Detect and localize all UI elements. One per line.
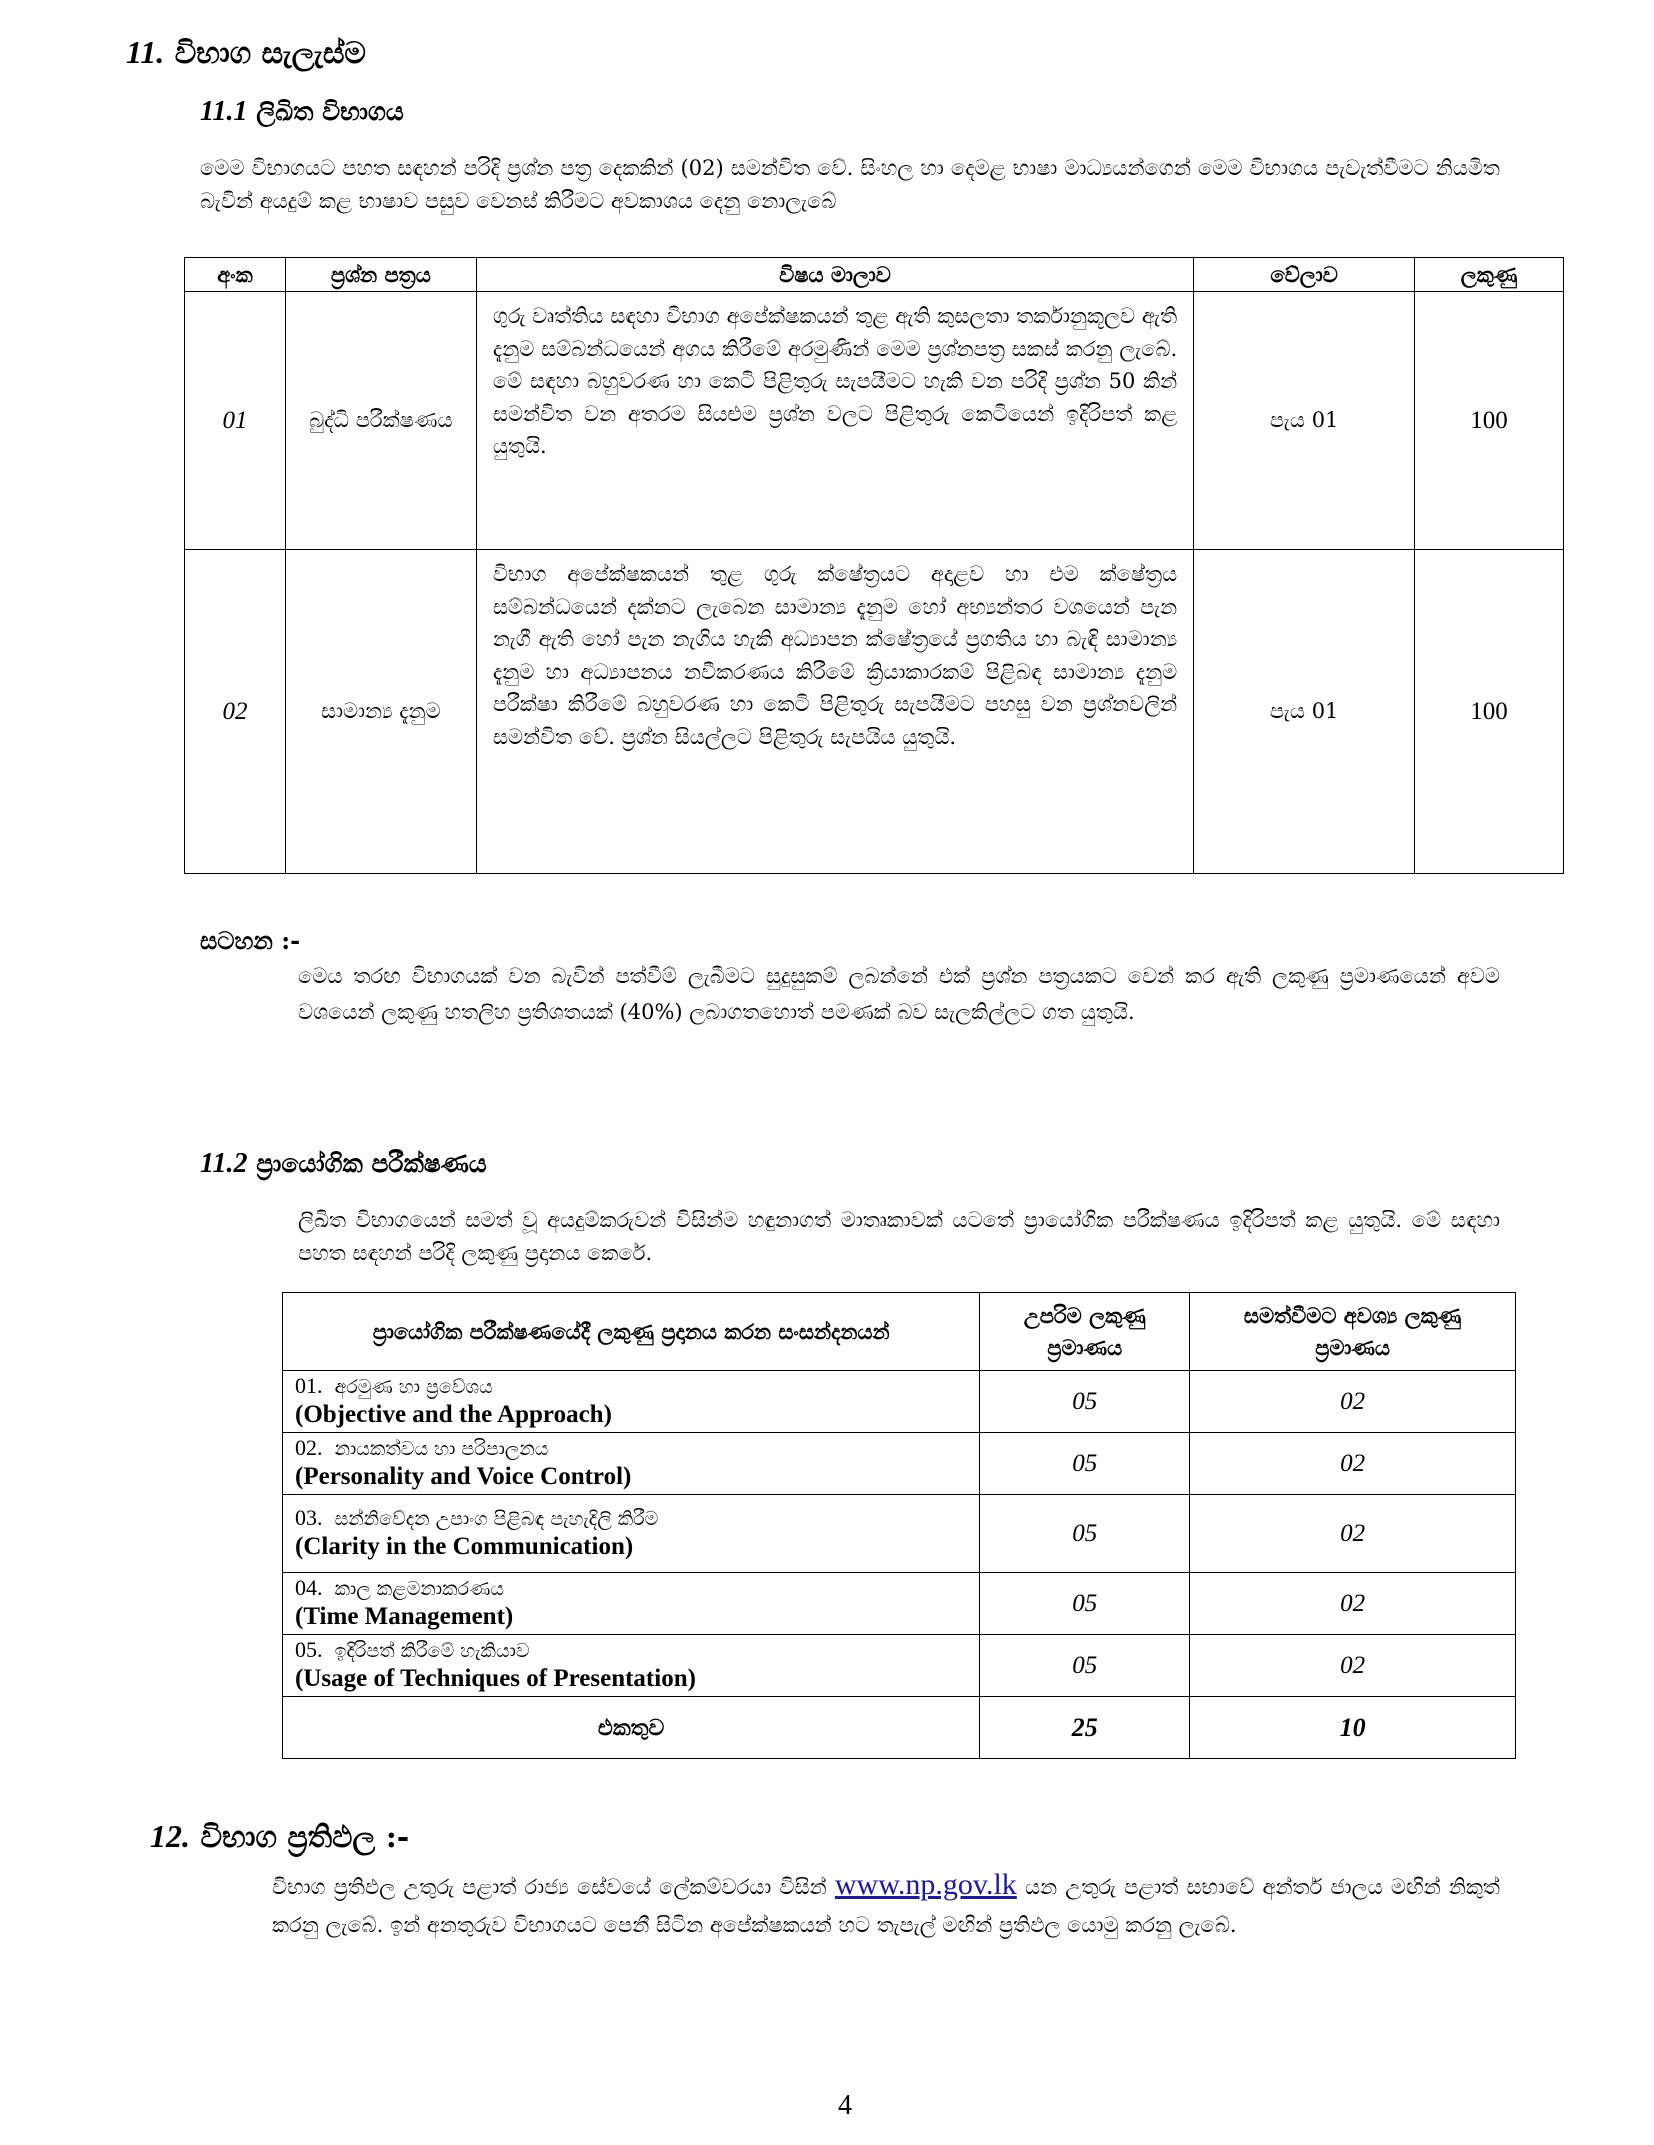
criteria-number: 03. bbox=[295, 1505, 323, 1530]
row-time: පැය 01 bbox=[1194, 292, 1415, 550]
total-row bbox=[283, 1697, 1516, 1759]
np-gov-link[interactable]: www.np.gov.lk bbox=[834, 1868, 1017, 1901]
written-exam-table bbox=[184, 257, 1564, 874]
criteria-cell bbox=[283, 1371, 980, 1433]
table-row bbox=[283, 1573, 1516, 1635]
max-marks: 05 bbox=[980, 1371, 1190, 1433]
table-header-row bbox=[185, 258, 1564, 292]
subsection-11-1-heading bbox=[200, 96, 404, 128]
criteria-number: 05. bbox=[295, 1637, 323, 1662]
table-row bbox=[283, 1433, 1516, 1495]
criteria-english: (Clarity in the Communication) bbox=[295, 1533, 634, 1560]
table-row bbox=[283, 1371, 1516, 1433]
table-row bbox=[185, 550, 1564, 874]
criteria-sinhala: ඉදිරිපත් කිරීමේ හැකියාව bbox=[334, 1640, 530, 1662]
criteria-sinhala: සන්නිවේදන උපාංග පිළිබඳ පැහැදිලි කිරීම bbox=[334, 1508, 659, 1530]
pass-marks: 02 bbox=[1190, 1635, 1516, 1697]
section-title: විභාග සැලැස්ම bbox=[174, 36, 366, 71]
row-no: 01 bbox=[185, 292, 286, 550]
max-marks: 05 bbox=[980, 1573, 1190, 1635]
max-marks: 05 bbox=[980, 1433, 1190, 1495]
row-paper: සාමාන්‍ය දැනුම bbox=[285, 550, 476, 874]
table-row bbox=[283, 1495, 1516, 1573]
row-no: 02 bbox=[185, 550, 286, 874]
subsection-title: ලිඛිත විභාගය bbox=[256, 97, 404, 126]
header-max-marks: උපරිම ලකුණු ප්‍රමාණය bbox=[980, 1293, 1190, 1371]
max-marks: 05 bbox=[980, 1495, 1190, 1573]
written-exam-paragraph: මෙම විභාගයට පහත සඳහන් පරිදි ප්‍රශ්න පත්‍ර දෙකකින් (02) සමන්විත වේ. සිංහල හා දෙමළ භාෂා මාධ්‍යයන්ගෙන් මෙම විභාගය පැවැත්වීමට නියමිත බැවින් අයදුම් කළ භාෂාව පසුව වෙනස් කිරීමට අවකාශය දෙනු නොලැබේ bbox=[200, 156, 1500, 213]
header-criteria: ප්‍රායෝගික පරීක්ෂණයේදී ලකුණු ප්‍රදානය කරන සංසන්දනයන් bbox=[283, 1293, 980, 1371]
criteria-english: (Time Management) bbox=[295, 1603, 514, 1630]
criteria-cell bbox=[283, 1495, 980, 1573]
header-marks: ලකුණු bbox=[1415, 258, 1564, 292]
table-row bbox=[283, 1635, 1516, 1697]
note-text: මෙය තරඟ විභාගයක් වන බැවින් පත්වීම් ලැබීමට සුදුසුකම් ලබන්නේ එක් ප්‍රශ්න පත්‍රයකට වෙන් කර ඇති ලකුණු ප්‍රමාණයෙන් අවම වශයෙන් ලකුණු හතලිහ ප්‍රතිශතයක් (40%) ලබාගතහොත් පමණක් බව සැලකිල්ලට ගත යුතුයි. bbox=[298, 964, 1500, 1024]
criteria-english: (Usage of Techniques of Presentation) bbox=[295, 1665, 696, 1692]
pass-marks: 02 bbox=[1190, 1573, 1516, 1635]
section-12-heading bbox=[150, 1818, 409, 1855]
section-title: විභාග ප්‍රතිඵල :- bbox=[200, 1820, 410, 1855]
results-text-before: විභාග ප්‍රතිඵල උතුරු පළාත් රාජ්‍ය සේවයේ ලේකම්වරයා විසින් bbox=[272, 1875, 835, 1899]
table-row bbox=[185, 292, 1564, 550]
total-max: 25 bbox=[980, 1697, 1190, 1759]
pass-marks: 02 bbox=[1190, 1433, 1516, 1495]
pass-marks: 02 bbox=[1190, 1495, 1516, 1573]
criteria-cell bbox=[283, 1433, 980, 1495]
section-number: 12. bbox=[150, 1818, 190, 1854]
row-paper: බුද්ධි පරීක්ෂණය bbox=[285, 292, 476, 550]
row-syllabus: විභාග අපේක්ෂකයන් තුළ ගුරු ක්ෂේත්‍රයට අදාළව හා එම ක්ෂේත්‍රය සම්බන්ධයෙන් දක්නට ලැබෙන සාමාන්‍ය දැනුම හෝ අභ්‍යන්තර වශයෙන් පැන නැගී ඇති හෝ පැන නැගිය හැකි අධ්‍යාපන ක්ෂේත්‍රයේ ප්‍රගතිය හා බැඳි සාමාන්‍ය දැනුම හා අධ්‍යාපනය නවීකරණය කිරීමේ ක්‍රියාකාරකම් පිළිබඳ සාමාන්‍ය දැනුම පරීක්ෂා කිරීමේ බහුවරණ හා කෙටි පිළිතුරු සැපයීමට පහසු වන ප්‍රශ්නවලින් සමන්විත වේ. ප්‍රශ්න සියල්ලට පිළිතුරු සැපයිය යුතුයි. bbox=[476, 550, 1193, 874]
section-number: 11. bbox=[126, 34, 165, 70]
subsection-title: ප්‍රායෝගික පරීක්ෂණය bbox=[256, 1149, 487, 1178]
criteria-cell bbox=[283, 1573, 980, 1635]
table-header-row bbox=[283, 1293, 1516, 1371]
total-pass: 10 bbox=[1190, 1697, 1516, 1759]
pass-marks: 02 bbox=[1190, 1371, 1516, 1433]
criteria-sinhala: නායකත්වය හා පරිපාලනය bbox=[334, 1438, 549, 1460]
practical-exam-paragraph: ලිඛිත විභාගයෙන් සමත් වූ අයදුම්කරුවන් විසින්ම හඳුනාගත් මාතෘකාවක් යටතේ ප්‍රායෝගික පරීක්ෂණය ඉදිරිපත් කළ යුතුයි. මේ සඳහා පහත සඳහන් පරිදි ලකුණු ප්‍රදානය කෙරේ. bbox=[298, 1208, 1500, 1265]
criteria-english: (Personality and Voice Control) bbox=[295, 1463, 632, 1490]
criteria-number: 01. bbox=[295, 1373, 323, 1398]
header-time: වේලාව bbox=[1194, 258, 1415, 292]
practical-exam-table bbox=[282, 1292, 1516, 1759]
header-syllabus: විෂය මාලාව bbox=[476, 258, 1193, 292]
subsection-number: 11.2 bbox=[200, 1148, 248, 1179]
results-text-after: යන උතුරු පළාත් සභාවේ අන්තර් ජාලය මඟින් නිකුත් කරනු ලැබේ. ඉන් අනතුරුව විභාගයට පෙනී සිටින අපේක්ෂකයන් හට තැපැල් මඟින් ප්‍රතිඵල යොමු කරනු ලැබේ. bbox=[272, 1875, 1500, 1937]
header-paper: ප්‍රශ්න පත්‍රය bbox=[285, 258, 476, 292]
header-no: අංක bbox=[185, 258, 286, 292]
criteria-cell bbox=[283, 1635, 980, 1697]
criteria-number: 04. bbox=[295, 1575, 323, 1600]
subsection-11-2-heading bbox=[200, 1148, 487, 1180]
row-syllabus: ගුරු වෘත්තිය සඳහා විභාග අපේක්ෂකයන් තුළ ඇති කුසලතා තර්කානුකූලව ඇති දැනුම සම්බන්ධයෙන් අගය කිරීමේ අරමුණින් මෙම ප්‍රශ්නපත්‍ර සකස් කරනු ලැබේ. මේ සඳහා බහුවරණ හා කෙටි පිළිතුරු සැපයීමට හැකි වන පරිදි ප්‍රශ්න 50 කින් සමන්විත වන අතරම සියළුම ප්‍රශ්න වලට පිළිතුරු කෙටියෙන් ඉදිරිපත් කළ යුතුයි. bbox=[476, 292, 1193, 550]
row-marks: 100 bbox=[1415, 550, 1564, 874]
note-label: සටහන :- bbox=[200, 926, 301, 955]
subsection-number: 11.1 bbox=[200, 96, 248, 127]
criteria-english: (Objective and the Approach) bbox=[295, 1401, 612, 1428]
row-marks: 100 bbox=[1415, 292, 1564, 550]
total-label: එකතුව bbox=[283, 1697, 980, 1759]
criteria-number: 02. bbox=[295, 1435, 323, 1460]
criteria-sinhala: අරමුණ හා ප්‍රවේශය bbox=[334, 1376, 493, 1398]
row-time: පැය 01 bbox=[1194, 550, 1415, 874]
section-11-heading bbox=[126, 34, 366, 71]
results-paragraph bbox=[272, 1866, 1500, 1944]
header-pass-marks: සමත්වීමට අවශ්‍ය ලකුණු ප්‍රමාණය bbox=[1190, 1293, 1516, 1371]
max-marks: 05 bbox=[980, 1635, 1190, 1697]
criteria-sinhala: කාල කළමනාකරණය bbox=[334, 1578, 504, 1600]
page-number: 4 bbox=[838, 2090, 852, 2121]
